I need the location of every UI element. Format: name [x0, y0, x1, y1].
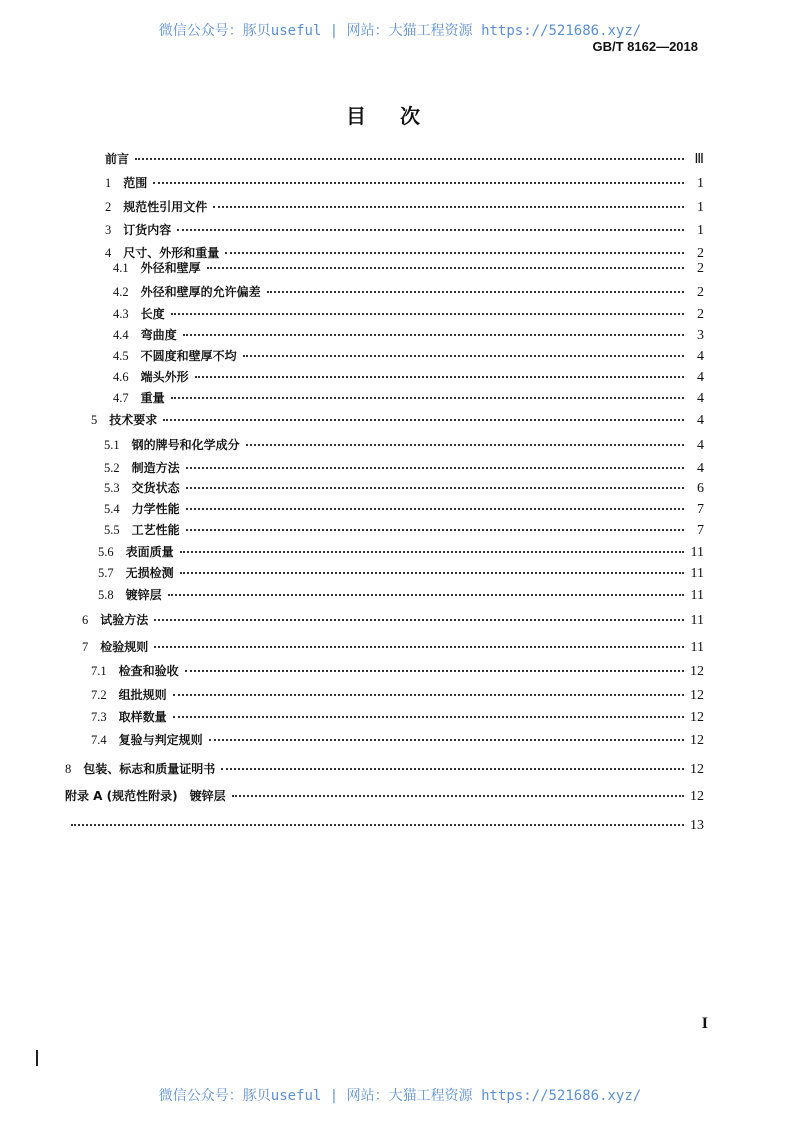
dot-leader: [168, 594, 684, 596]
toc-entry-page: 7: [697, 502, 704, 517]
toc-entry-label: 附录 A (规范性附录) 镀锌层: [65, 789, 226, 803]
toc-entry-label: 取样数量: [118, 710, 167, 724]
toc-entry-page: 4: [697, 349, 704, 364]
toc-entry-number: 5.2: [104, 461, 120, 475]
page-title: 目次: [346, 104, 454, 128]
dot-leader: [186, 529, 684, 531]
toc-entry-page: Ⅲ: [694, 152, 704, 167]
toc-entry-label: 长度: [140, 307, 165, 321]
toc-entry-page: 2: [697, 261, 704, 276]
toc-entry-page: 1: [697, 200, 704, 215]
dot-leader: [154, 619, 684, 621]
toc-entry-page: 4: [697, 391, 704, 406]
toc-entry-page: 6: [697, 481, 704, 496]
toc-entry-label: 技术要求: [109, 413, 158, 427]
dot-leader: [171, 313, 684, 315]
toc-entry-number: 5.4: [104, 502, 120, 516]
dot-leader: [207, 267, 684, 269]
dot-leader: [225, 252, 684, 254]
dot-leader: [213, 206, 684, 208]
toc-entry-number: 6: [82, 613, 89, 627]
toc-entry-page: 12: [690, 733, 704, 748]
toc-entry-label: 制造方法: [131, 461, 180, 475]
dot-leader: [173, 716, 684, 718]
toc-entry-number: 5.6: [98, 545, 114, 559]
dot-leader: [243, 355, 684, 357]
page-folio: I: [701, 1015, 708, 1032]
toc-entry-number: 8: [65, 762, 72, 776]
toc-entry-label: 订货内容: [123, 223, 172, 237]
toc-entry-label: 无损检测: [125, 566, 174, 580]
toc-entry-page: 4: [697, 370, 704, 385]
toc-entry-number: 4.6: [113, 370, 129, 384]
toc-entry-number: 5: [91, 413, 98, 427]
toc-entry-page: 7: [697, 523, 704, 538]
toc-entry-page: 1: [697, 223, 704, 238]
toc-entry-number: 5.8: [98, 588, 114, 602]
toc-entry[interactable]: [105, 174, 704, 192]
toc-entry-number: 7: [82, 640, 89, 654]
dot-leader: [195, 376, 684, 378]
toc-entry[interactable]: [65, 818, 704, 834]
dot-leader: [71, 824, 684, 826]
toc-entry[interactable]: [82, 611, 704, 629]
toc-entry[interactable]: [91, 686, 704, 704]
toc-entry-page: 11: [690, 588, 704, 603]
dot-leader: [267, 291, 684, 293]
toc-entry-page: 11: [690, 613, 704, 628]
toc-entry-label: 弯曲度: [140, 328, 177, 342]
toc-entry-label: 外径和壁厚: [140, 261, 201, 275]
toc-entry[interactable]: [65, 760, 704, 778]
toc-entry[interactable]: [105, 150, 704, 168]
toc-entry[interactable]: [113, 389, 704, 407]
toc-entry-page: 13: [690, 818, 704, 833]
toc-entry-page: 2: [697, 307, 704, 322]
dot-leader: [163, 419, 684, 421]
toc-entry[interactable]: [104, 521, 704, 539]
toc-entry-number: 2: [105, 200, 112, 214]
dot-leader: [186, 487, 684, 489]
toc-entry[interactable]: [113, 368, 704, 386]
toc-entry[interactable]: [105, 221, 704, 239]
toc-entry-number: 4.2: [113, 285, 129, 299]
toc-entry-page: 1: [697, 176, 704, 191]
standard-code: GB/T 8162—2018: [592, 39, 698, 54]
toc-entry[interactable]: [104, 500, 704, 518]
toc-entry-page: 2: [697, 285, 704, 300]
toc-entry-page: 12: [690, 688, 704, 703]
toc-entry-label: 力学性能: [131, 502, 180, 516]
toc-entry-number: 5.5: [104, 523, 120, 537]
toc-entry[interactable]: [113, 305, 704, 323]
toc-entry-number: 4: [105, 246, 112, 260]
toc-entry-number: 5.7: [98, 566, 114, 580]
toc-entry-label: 前言: [105, 152, 130, 166]
toc-entry-label: 检查和验收: [118, 664, 179, 678]
toc-entry[interactable]: [104, 436, 704, 454]
toc-entry[interactable]: [113, 347, 704, 365]
toc-entry-number: 7.4: [91, 733, 107, 747]
dot-leader: [171, 397, 684, 399]
toc-entry-label: 镀锌层: [125, 588, 162, 602]
toc-entry-number: 5.1: [104, 438, 120, 452]
dot-leader: [180, 551, 684, 553]
dot-leader: [154, 646, 684, 648]
toc-entry[interactable]: [91, 411, 704, 429]
toc-entry-label: 包装、标志和质量证明书: [83, 762, 216, 776]
toc-entry-label: 范围: [123, 176, 148, 190]
toc-entry[interactable]: [113, 283, 704, 301]
dot-leader: [183, 334, 684, 336]
toc-entry-page: 11: [690, 566, 704, 581]
toc-entry-label: 试验方法: [100, 613, 149, 627]
toc-entry-number: 7.1: [91, 664, 107, 678]
toc-entry-page: 11: [690, 640, 704, 655]
toc-entry[interactable]: [104, 479, 704, 497]
dot-leader: [135, 158, 684, 160]
toc-entry-label: 重量: [140, 391, 165, 405]
toc-entry-number: 7.3: [91, 710, 107, 724]
toc-entry[interactable]: [65, 787, 704, 805]
toc-entry[interactable]: [82, 638, 704, 656]
toc-entry-label: 复验与判定规则: [118, 733, 203, 747]
dot-leader: [186, 508, 684, 510]
dot-leader: [232, 795, 684, 797]
toc-entry[interactable]: [98, 564, 704, 582]
toc-entry[interactable]: [91, 662, 704, 680]
watermark-top: 微信公众号：豚贝useful | 网站：大猫工程资源 https://521686.xyz/: [158, 23, 642, 39]
toc-entry-label: 端头外形: [140, 370, 189, 384]
toc-entry[interactable]: [105, 198, 704, 216]
toc-entry[interactable]: [91, 731, 704, 749]
toc-entry-page: 12: [690, 710, 704, 725]
dot-leader: [186, 467, 684, 469]
dot-leader: [177, 229, 684, 231]
toc-entry-label: 钢的牌号和化学成分: [131, 438, 240, 452]
toc-entry[interactable]: [113, 259, 704, 277]
dot-leader: [173, 694, 684, 696]
watermark-bottom: 微信公众号：豚贝useful | 网站：大猫工程资源 https://521686.xyz/: [158, 1088, 642, 1104]
dot-leader: [221, 768, 684, 770]
dot-leader: [246, 444, 684, 446]
toc-entry-label: 表面质量: [125, 545, 174, 559]
dot-leader: [153, 182, 684, 184]
toc-entry[interactable]: [91, 708, 704, 726]
toc-entry-page: 4: [697, 438, 704, 453]
toc-entry-page: 11: [690, 545, 704, 560]
toc-entry-label: 检验规则: [100, 640, 149, 654]
toc-entry-number: 4.7: [113, 391, 129, 405]
toc-entry-page: 4: [697, 461, 704, 476]
toc-entry-page: 2: [697, 246, 704, 261]
toc-entry-label: 外径和壁厚的允许偏差: [140, 285, 261, 299]
toc-entry-page: 4: [697, 413, 704, 428]
scan-mark: [36, 1050, 38, 1066]
toc-entry-number: 4.5: [113, 349, 129, 363]
toc-entry[interactable]: [98, 543, 704, 561]
toc-entry-number: 5.3: [104, 481, 120, 495]
toc-entry-label: 不圆度和壁厚不均: [140, 349, 237, 363]
toc-entry-number: 3: [105, 223, 112, 237]
dot-leader: [185, 670, 684, 672]
toc-entry-page: 3: [697, 328, 704, 343]
toc-entry[interactable]: [104, 459, 704, 477]
toc-entry-label: 交货状态: [131, 481, 180, 495]
dot-leader: [180, 572, 684, 574]
dot-leader: [209, 739, 684, 741]
toc-entry-number: 4.1: [113, 261, 129, 275]
toc-entry-number: 7.2: [91, 688, 107, 702]
toc-entry-page: 12: [690, 664, 704, 679]
toc-entry[interactable]: [98, 586, 704, 604]
toc-entry-number: 4.3: [113, 307, 129, 321]
toc-entry-label: 尺寸、外形和重量: [123, 246, 220, 260]
toc-entry-number: 1: [105, 176, 112, 190]
toc-entry-page: 12: [690, 789, 704, 804]
toc-entry-label: 工艺性能: [131, 523, 180, 537]
toc-entry-page: 12: [690, 762, 704, 777]
toc-entry-number: 4.4: [113, 328, 129, 342]
toc-entry[interactable]: [113, 326, 704, 344]
toc-entry-label: 组批规则: [118, 688, 167, 702]
toc-entry-label: 规范性引用文件: [123, 200, 208, 214]
